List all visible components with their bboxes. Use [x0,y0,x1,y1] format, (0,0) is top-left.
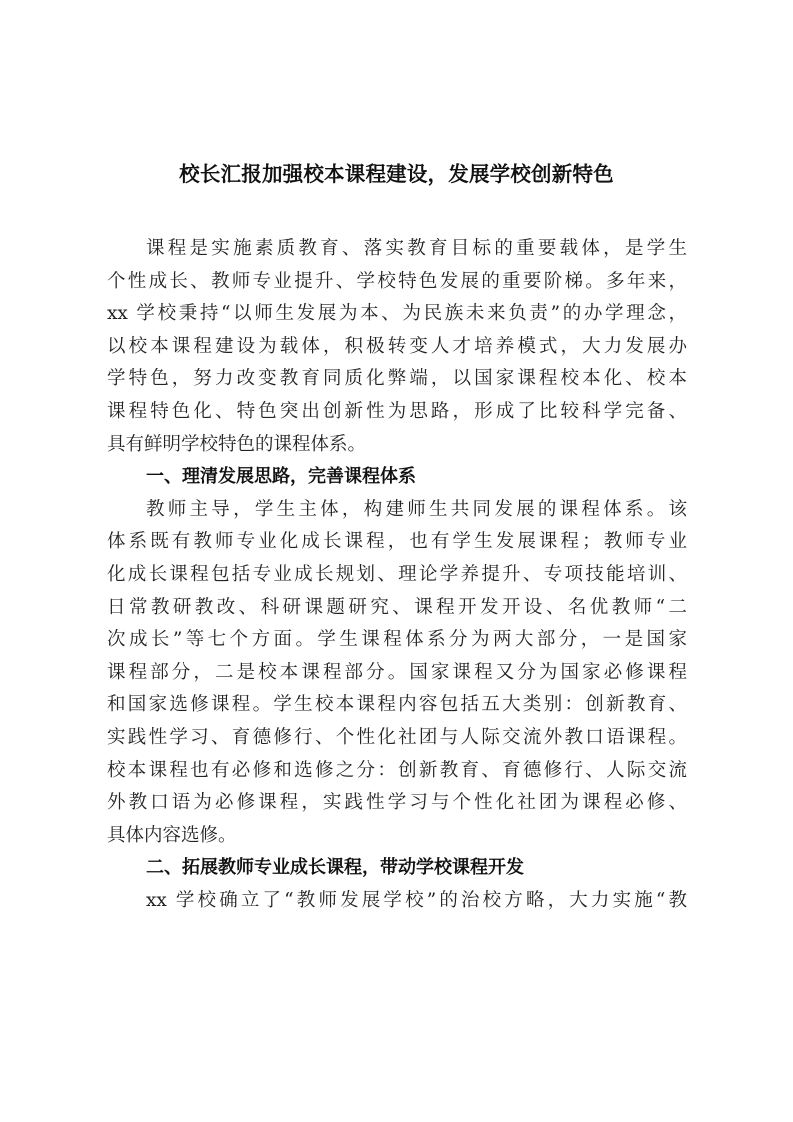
text-line: 具有鲜明学校特色的课程体系。 [107,433,367,455]
text-line: 学特色，努力改变教育同质化弊端，以国家课程校本化、校本 [107,368,687,390]
section-heading-2: 二、拓展教师专业成长课程，带动学校课程开发 [146,857,524,879]
document-body [107,233,687,917]
text-line: 化成长课程包括专业成长规划、理论学养提升、专项技能培训、 [107,563,687,585]
section-heading-1: 一、理清发展思路，完善课程体系 [146,466,416,488]
text-line: 校本课程也有必修和选修之分：创新教育、育德修行、人际交流 [107,759,687,781]
text-line: 以校本课程建设为载体，积极转变人才培养模式，大力发展办 [107,335,687,357]
text-line: 实践性学习、育德修行、个性化社团与人际交流外教口语课程。 [107,726,687,748]
text-line: 和国家选修课程。学生校本课程内容包括五大类别：创新教育、 [107,694,687,716]
text-line: 外教口语为必修课程，实践性学习与个性化社团为课程必修、 [107,792,687,814]
text-line: 次成长”等七个方面。学生课程体系分为两大部分，一是国家 [107,629,687,651]
text-line: 教师主导，学生主体，构建师生共同发展的课程体系。该 [146,498,687,520]
text-line: 个性成长、教师专业提升、学校特色发展的重要阶梯。多年来， [107,270,687,292]
text-line: xx 学校秉持“以师生发展为本、为民族未来负责”的办学理念， [107,303,687,325]
document-title: 校长汇报加强校本课程建设，发展学校创新特色 [179,162,614,186]
paragraph-section-2 [107,885,687,918]
text-line: 体系既有教师专业化成长课程，也有学生发展课程；教师专业 [107,531,687,553]
text-line: 课程是实施素质教育、落实教育目标的重要载体，是学生 [146,238,687,259]
paragraph-intro [107,233,687,461]
paragraph-section-1 [107,494,687,853]
text-line: 课程部分，二是校本课程部分。国家课程又分为国家必修课程 [107,661,687,683]
text-line: 具体内容选修。 [107,824,237,846]
text-line: 日常教研教改、科研课题研究、课程开发开设、名优教师“二 [107,596,687,618]
text-line: xx 学校确立了“教师发展学校”的治校方略，大力实施“教 [146,889,687,911]
text-line: 课程特色化、特色突出创新性为思路，形成了比较科学完备、 [107,400,687,422]
